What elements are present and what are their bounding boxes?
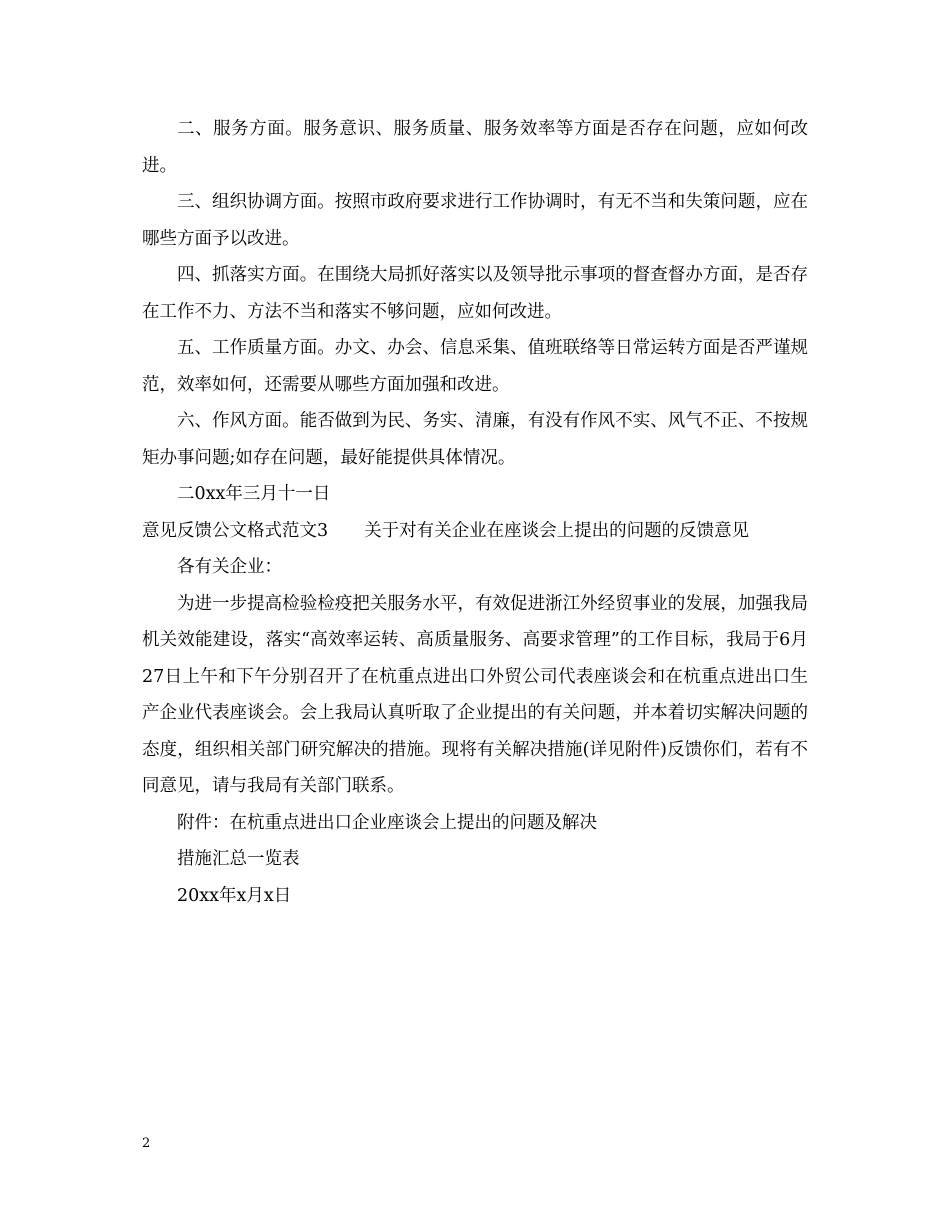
document-date: 二0xx年三月十一日 [177,484,331,504]
section-3-coordination: 三、组织协调方面。按照市政府要求进行工作协调时，有无不当和失策问题，应在哪些方面予以改进。 [142,192,808,249]
sample-heading [142,513,808,550]
section-6-style: 六、作风方面。能否做到为民、务实、清廉，有没有作风不实、风气不正、不按规矩办事问题;如存在问题，最好能提供具体情况。 [142,411,808,468]
salutation: 各有关企业： [177,557,282,577]
feedback-date: 20xx年x月x日 [177,885,292,906]
feedback-body: 为进一步提高检验检疫把关服务水平，有效促进浙江外经贸事业的发展，加强我局机关效能建设，落实“高效率运转、高质量服务、高要求管理”的工作目标，我局于6月27日上午和下午分别召开了在杭重点进出口外贸公司代表座谈会和在杭重点进出口生产企业代表座谈会。会上我局认真听取了企业提出的有关问题，并本着切实解决问题的态度，组织相关部门研究解决的措施。现将有关解决措施(详见附件)反馈你们，若有不同意见，请与我局有关部门联系。 [142,593,808,796]
section-5-quality: 五、工作质量方面。办文、办会、信息采集、值班联络等日常运转方面是否严谨规范，效率如何，还需要从哪些方面加强和改进。 [142,338,808,395]
attachment-line: 附件：在杭重点进出口企业座谈会上提出的问题及解决 [177,812,597,833]
section-2-service: 二、服务方面。服务意识、服务质量、服务效率等方面是否存在问题，应如何改进。 [142,119,808,176]
section-4-implementation: 四、抓落实方面。在围绕大局抓好落实以及领导批示事项的督查督办方面，是否存在工作不力、方法不当和落实不够问题，应如何改进。 [142,265,808,322]
page-number: 2 [142,1136,151,1151]
attachment-line-continued: 措施汇总一览表 [177,849,300,869]
sample-heading-title: 关于对有关企业在座谈会上提出的问题的反馈意见 [364,520,750,541]
sample-heading-label: 意见反馈公文格式范文3 [142,520,329,541]
document-body [142,111,808,914]
